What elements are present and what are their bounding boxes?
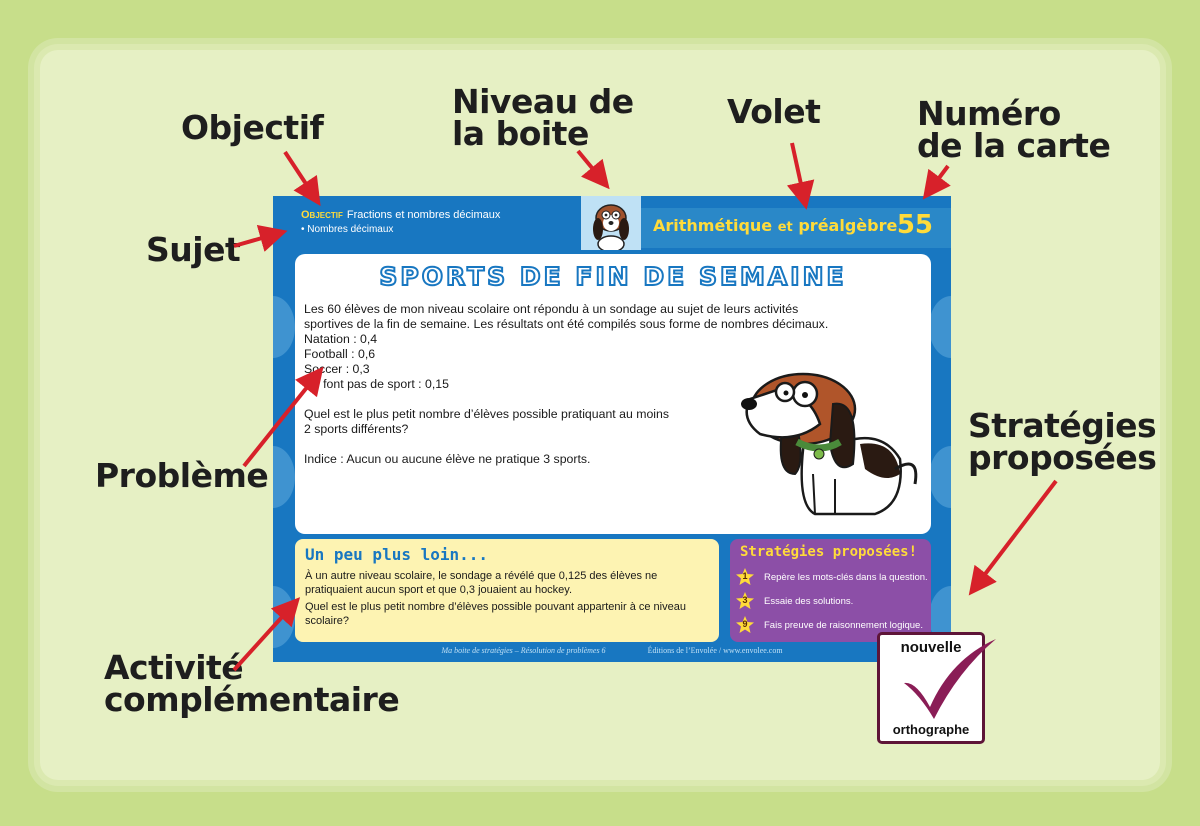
problem-line: sportives de la fin de semaine. Les résultats ont été compilés sous forme de nombres décimaux. (304, 317, 829, 331)
strategy-text: Essaie des solutions. (764, 595, 854, 607)
label-strategies-line1: Stratégies (968, 406, 1157, 445)
arrow-niveau (578, 151, 602, 180)
subject-text: • Nombres décimaux (301, 224, 394, 235)
arrow-strategies (976, 481, 1056, 586)
volet-et: et (777, 220, 793, 235)
arrow-sujet (234, 234, 276, 246)
label-niveau-line2: la boite (452, 114, 589, 153)
label-niveau-line1: Niveau de (452, 82, 634, 121)
strategy-number: 1 (742, 571, 748, 581)
strategy-text: Repère les mots-clés dans la question. (764, 571, 928, 583)
arrow-objectif (285, 152, 314, 196)
arrow-probleme (244, 376, 316, 466)
badge-top-text: nouvelle (900, 639, 962, 656)
objective-text: Fractions et nombres décimaux (346, 209, 501, 221)
strategy-text: Fais preuve de raisonnement logique. (764, 619, 923, 631)
hint-text: Indice : Aucun ou aucune élève ne pratique 3 sports. (304, 452, 591, 466)
footer-left: Ma boite de stratégies – Résolution de problèmes 6 (441, 646, 606, 655)
label-probleme: Problème (95, 456, 269, 495)
label-numero-line2: de la carte (917, 126, 1111, 165)
arrow-activite (234, 606, 292, 670)
extra-title: Un peu plus loin... (305, 545, 489, 564)
card-number: 55 (896, 210, 933, 240)
problem-line: Football : 0,6 (304, 347, 376, 361)
problem-line: Ne font pas de sport : 0,15 (304, 377, 449, 391)
label-activite-line2: complémentaire (104, 680, 400, 719)
arrow-volet (792, 143, 804, 198)
volet-part2: préalgèbre (798, 216, 898, 235)
strategy-number: 9 (742, 619, 748, 629)
card-title: SPORTS DE FIN DE SEMAINE (379, 262, 847, 291)
problem-line: Les 60 élèves de mon niveau scolaire ont répondu à un sondage au sujet de leurs activités (304, 302, 799, 316)
problem-line: Natation : 0,4 (304, 332, 378, 346)
label-volet: Volet (727, 92, 821, 131)
objective-key: Objectif (301, 209, 343, 221)
problem-line: Soccer : 0,3 (304, 362, 370, 376)
strategies-title: Stratégies proposées! (740, 544, 918, 560)
strategy-number: 3 (742, 595, 748, 605)
label-numero-line1: Numéro (917, 94, 1061, 133)
label-objectif: Objectif (181, 108, 324, 147)
extra-para: À un autre niveau scolaire, le sondage a révélé que 0,125 des élèves ne pratiquaient aucun sport et que 0,3 jouaient au hockey. (305, 570, 658, 596)
label-sujet: Sujet (146, 230, 241, 269)
badge-bottom-text: orthographe (892, 722, 970, 737)
volet-part1: Arithmétique (653, 216, 773, 235)
arrow-numero (930, 166, 948, 190)
extra-para: Quel est le plus petit nombre d’élèves possible pouvant appartenir à ce niveau scolaire? (305, 601, 686, 627)
label-activite-line1: Activité (104, 648, 244, 687)
label-strategies-line2: proposées (968, 438, 1157, 477)
footer-right: Éditions de l’Envolée / www.envolee.com (647, 646, 783, 655)
question-line: Quel est le plus petit nombre d’élèves possible pratiquant au moins (304, 407, 670, 421)
question-line: 2 sports différents? (304, 422, 409, 436)
